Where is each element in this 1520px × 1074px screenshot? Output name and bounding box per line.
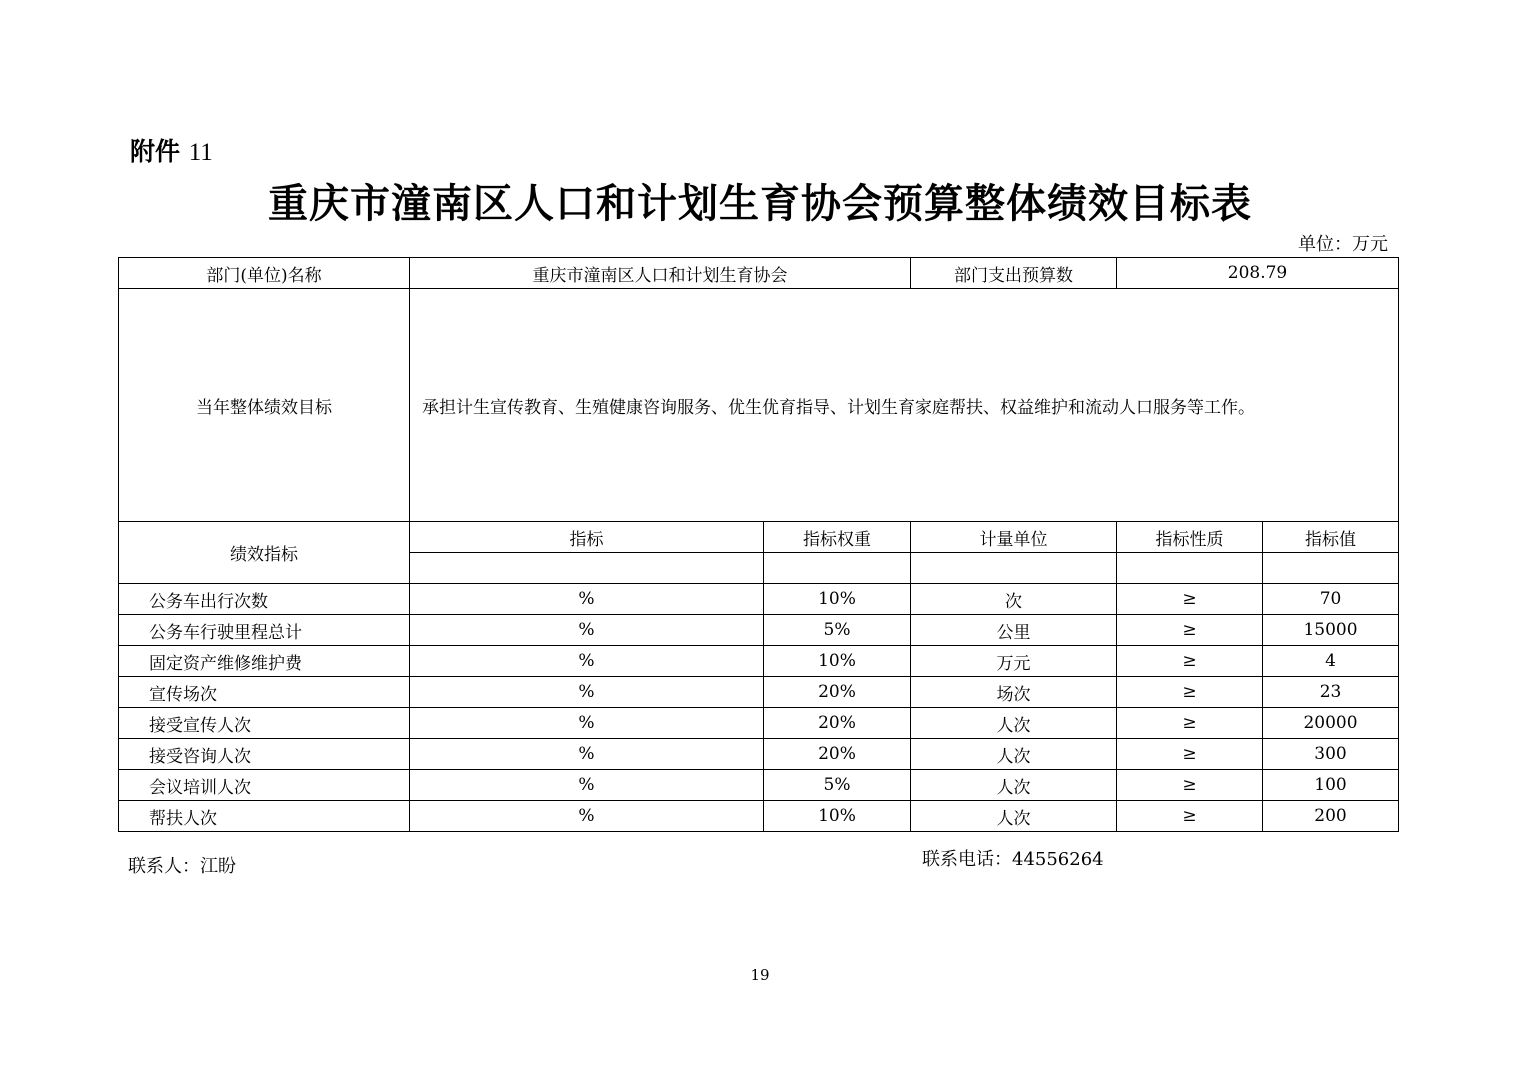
indicator-name: 接受宣传人次 — [119, 708, 410, 739]
unit-cell: 次 — [911, 584, 1117, 615]
indicator-header-row — [119, 522, 1399, 553]
value-cell: 20000 — [1263, 708, 1399, 739]
value-cell: 70 — [1263, 584, 1399, 615]
indicator-name: 接受咨询人次 — [119, 739, 410, 770]
value-cell: 300 — [1263, 739, 1399, 770]
blank-cell — [911, 553, 1117, 584]
weight-cell: 20% — [764, 739, 911, 770]
page-title: 重庆市潼南区人口和计划生育协会预算整体绩效目标表 — [268, 181, 1252, 227]
blank-cell — [1263, 553, 1399, 584]
contact-person: 联系人：江盼 — [128, 856, 236, 877]
weight-cell: 20% — [764, 677, 911, 708]
indicator-cell: % — [410, 739, 764, 770]
indicator-name: 公务车行驶里程总计 — [119, 615, 410, 646]
budget-label: 部门支出预算数 — [911, 258, 1117, 289]
weight-cell: 5% — [764, 615, 911, 646]
performance-table — [118, 257, 1399, 832]
indicator-name: 公务车出行次数 — [119, 584, 410, 615]
weight-cell: 10% — [764, 646, 911, 677]
weight-cell: 10% — [764, 584, 911, 615]
table-row — [119, 708, 1399, 739]
indicator-name: 帮扶人次 — [119, 801, 410, 832]
unit-label: 单位：万元 — [1298, 234, 1388, 255]
indicator-cell: % — [410, 770, 764, 801]
column-header-weight: 指标权重 — [764, 522, 911, 553]
indicator-cell: % — [410, 677, 764, 708]
nature-cell: ≥ — [1117, 739, 1263, 770]
value-cell: 100 — [1263, 770, 1399, 801]
attachment-number: 11 — [188, 139, 213, 166]
value-cell: 4 — [1263, 646, 1399, 677]
unit-cell: 人次 — [911, 801, 1117, 832]
unit-cell: 场次 — [911, 677, 1117, 708]
dept-label: 部门(单位)名称 — [119, 258, 410, 289]
nature-cell: ≥ — [1117, 584, 1263, 615]
weight-cell: 10% — [764, 801, 911, 832]
indicator-cell: % — [410, 646, 764, 677]
unit-cell: 万元 — [911, 646, 1117, 677]
column-header-unit: 计量单位 — [911, 522, 1117, 553]
table-row — [119, 646, 1399, 677]
weight-cell: 5% — [764, 770, 911, 801]
indicator-name: 宣传场次 — [119, 677, 410, 708]
indicator-cell: % — [410, 708, 764, 739]
blank-cell — [1117, 553, 1263, 584]
table-row — [119, 584, 1399, 615]
indicator-name: 会议培训人次 — [119, 770, 410, 801]
indicator-cell: % — [410, 584, 764, 615]
indicator-cell: % — [410, 801, 764, 832]
column-header-nature: 指标性质 — [1117, 522, 1263, 553]
indicator-section-label: 绩效指标 — [119, 522, 410, 584]
attachment-label-text: 附件 — [130, 137, 181, 166]
nature-cell: ≥ — [1117, 770, 1263, 801]
nature-cell: ≥ — [1117, 801, 1263, 832]
unit-cell: 人次 — [911, 708, 1117, 739]
page-number: 19 — [750, 966, 770, 984]
indicator-cell: % — [410, 615, 764, 646]
dept-value: 重庆市潼南区人口和计划生育协会 — [410, 258, 911, 289]
table-row — [119, 615, 1399, 646]
contact-phone: 联系电话：44556264 — [922, 849, 1104, 870]
unit-cell: 人次 — [911, 770, 1117, 801]
dept-row — [119, 258, 1399, 289]
unit-cell: 公里 — [911, 615, 1117, 646]
goal-label: 当年整体绩效目标 — [119, 289, 410, 522]
attachment-label — [130, 132, 213, 168]
table-row — [119, 677, 1399, 708]
goal-value: 承担计生宣传教育、生殖健康咨询服务、优生优育指导、计划生育家庭帮扶、权益维护和流动人口服务等工作。 — [410, 289, 1399, 522]
column-header-indicator: 指标 — [410, 522, 764, 553]
unit-cell: 人次 — [911, 739, 1117, 770]
nature-cell: ≥ — [1117, 646, 1263, 677]
indicator-name: 固定资产维修维护费 — [119, 646, 410, 677]
value-cell: 200 — [1263, 801, 1399, 832]
blank-cell — [410, 553, 764, 584]
goal-row — [119, 289, 1399, 522]
table-row — [119, 739, 1399, 770]
table-row — [119, 801, 1399, 832]
nature-cell: ≥ — [1117, 615, 1263, 646]
column-header-value: 指标值 — [1263, 522, 1399, 553]
table-row — [119, 770, 1399, 801]
nature-cell: ≥ — [1117, 708, 1263, 739]
value-cell: 15000 — [1263, 615, 1399, 646]
weight-cell: 20% — [764, 708, 911, 739]
blank-cell — [764, 553, 911, 584]
budget-value: 208.79 — [1117, 258, 1399, 289]
nature-cell: ≥ — [1117, 677, 1263, 708]
value-cell: 23 — [1263, 677, 1399, 708]
